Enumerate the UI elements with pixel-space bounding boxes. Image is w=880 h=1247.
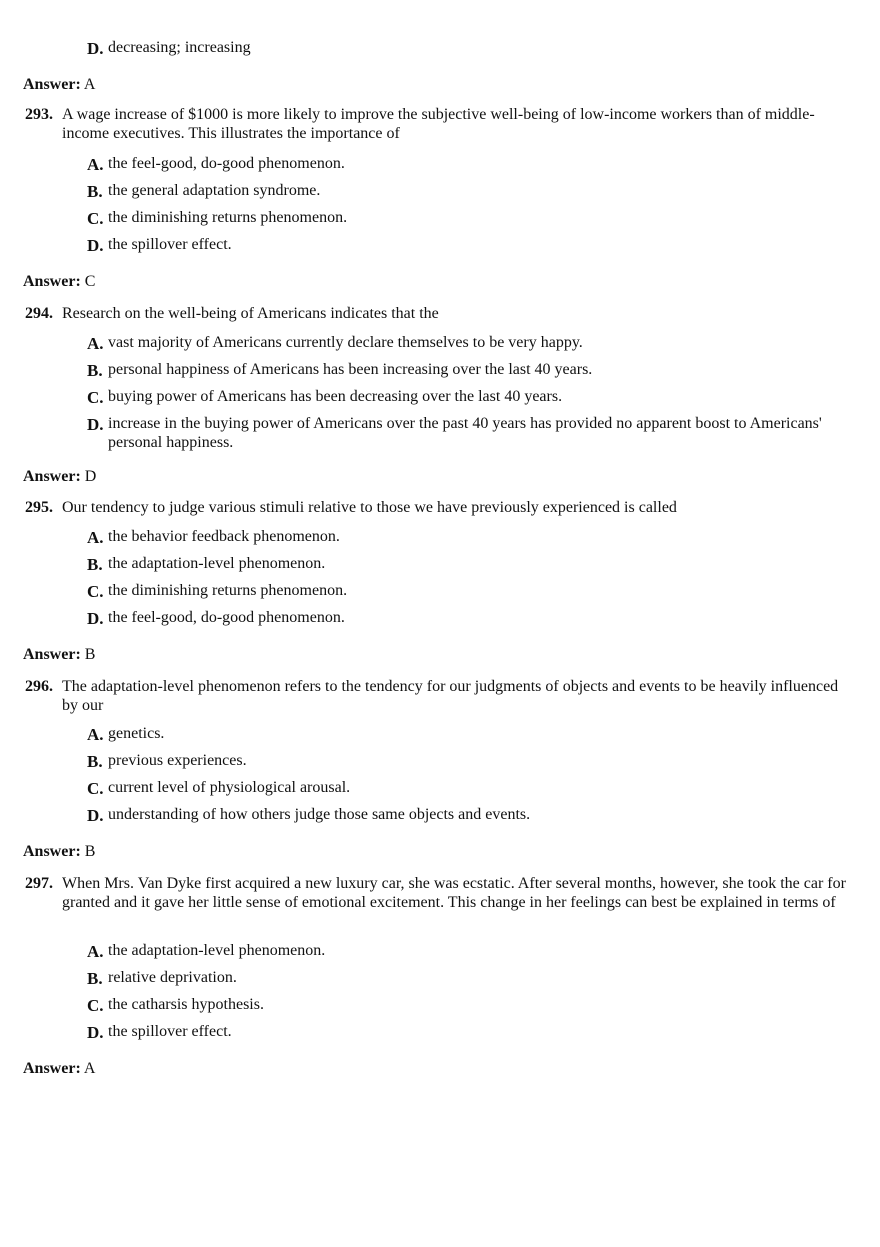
option-item xyxy=(87,554,852,573)
option-letter: A. xyxy=(87,528,104,547)
option-text: previous experiences. xyxy=(108,752,247,769)
option-letter: B. xyxy=(87,752,103,771)
option-item xyxy=(87,608,852,627)
option-item xyxy=(87,414,852,452)
option-text: the behavior feedback phenomenon. xyxy=(108,528,340,545)
option-text: the diminishing returns phenomenon. xyxy=(108,582,348,599)
option-letter: B. xyxy=(87,182,103,201)
question-stem: A wage increase of $1000 is more likely to improve the subjective well-being of low-income workers than of middle-income executives. This illustrates the importance of xyxy=(62,106,815,142)
answer-value: B xyxy=(84,843,96,860)
answer-value: D xyxy=(84,468,97,485)
option-item xyxy=(87,805,852,824)
option-item xyxy=(87,333,852,352)
option-item xyxy=(87,724,852,743)
option-text: personal happiness of Americans has been increasing over the last 40 years. xyxy=(108,361,593,378)
option-text: the adaptation-level phenomenon. xyxy=(108,555,326,572)
option-letter: C. xyxy=(87,779,104,798)
question-stem: Our tendency to judge various stimuli relative to those we have previously experienced is called xyxy=(62,499,677,516)
option-text: current level of physiological arousal. xyxy=(108,779,351,796)
answer-line xyxy=(23,645,95,664)
answer-label: Answer: xyxy=(23,273,81,290)
option-item xyxy=(87,941,852,960)
option-letter: A. xyxy=(87,155,104,174)
answer-line xyxy=(23,1059,95,1078)
option-letter: D. xyxy=(87,39,104,58)
option-letter: D. xyxy=(87,1023,104,1042)
option-text: the diminishing returns phenomenon. xyxy=(108,209,348,226)
option-letter: D. xyxy=(87,609,104,628)
answer-value: A xyxy=(83,76,96,93)
option-item xyxy=(87,581,852,600)
question-stem: Research on the well-being of Americans indicates that the xyxy=(62,305,439,322)
question-number: 293. xyxy=(25,106,53,123)
option-letter: C. xyxy=(87,209,104,228)
option-list xyxy=(87,527,852,627)
option-letter: D. xyxy=(87,236,104,255)
option-item xyxy=(87,968,852,987)
option-list xyxy=(87,941,852,1041)
answer-line xyxy=(23,75,95,94)
option-list xyxy=(87,333,852,452)
option-item xyxy=(87,38,852,57)
option-item xyxy=(87,751,852,770)
question-stem: The adaptation-level phenomenon refers to the tendency for our judgments of objects and events to be heavily influenced by our xyxy=(62,678,839,714)
option-item xyxy=(87,208,852,227)
answer-line xyxy=(23,272,95,291)
option-text: relative deprivation. xyxy=(108,969,237,986)
answer-value: B xyxy=(84,646,96,663)
option-item xyxy=(87,527,852,546)
answer-value: A xyxy=(83,1060,96,1077)
option-text: the general adaptation syndrome. xyxy=(108,182,321,199)
option-text: the feel-good, do-good phenomenon. xyxy=(108,155,345,172)
option-text: the catharsis hypothesis. xyxy=(108,996,264,1013)
option-letter: A. xyxy=(87,942,104,961)
option-item xyxy=(87,235,852,254)
option-text: the spillover effect. xyxy=(108,1023,232,1040)
option-text: vast majority of Americans currently declare themselves to be very happy. xyxy=(108,334,583,351)
option-list xyxy=(87,724,852,824)
option-text: genetics. xyxy=(108,725,165,742)
answer-label: Answer: xyxy=(23,646,81,663)
option-letter: C. xyxy=(87,582,104,601)
option-letter: A. xyxy=(87,334,104,353)
option-letter: C. xyxy=(87,388,104,407)
option-letter: B. xyxy=(87,361,103,380)
option-item xyxy=(87,1022,852,1041)
option-list xyxy=(87,154,852,254)
answer-label: Answer: xyxy=(23,843,81,860)
option-letter: C. xyxy=(87,996,104,1015)
option-letter: B. xyxy=(87,555,103,574)
answer-line xyxy=(23,467,96,486)
option-text: decreasing; increasing xyxy=(108,39,251,56)
option-letter: A. xyxy=(87,725,104,744)
question-number: 295. xyxy=(25,499,53,516)
answer-label: Answer: xyxy=(23,468,81,485)
option-list xyxy=(87,38,852,57)
option-text: the adaptation-level phenomenon. xyxy=(108,942,326,959)
option-text: the spillover effect. xyxy=(108,236,232,253)
option-item xyxy=(87,181,852,200)
answer-label: Answer: xyxy=(23,76,81,93)
option-item xyxy=(87,995,852,1014)
option-letter: D. xyxy=(87,806,104,825)
question-number: 296. xyxy=(25,678,53,695)
answer-line xyxy=(23,842,95,861)
option-item xyxy=(87,154,852,173)
question-stem: When Mrs. Van Dyke first acquired a new luxury car, she was ecstatic. After several months, however, she took the car for granted and it gave her little sense of emotional excitement. This change in her feelings can best be explained in terms of xyxy=(62,875,846,911)
option-item xyxy=(87,387,852,406)
option-letter: D. xyxy=(87,415,104,434)
option-text: buying power of Americans has been decreasing over the last 40 years. xyxy=(108,388,563,405)
option-item xyxy=(87,360,852,379)
option-item xyxy=(87,778,852,797)
option-text: the feel-good, do-good phenomenon. xyxy=(108,609,345,626)
question-number: 294. xyxy=(25,305,53,322)
option-text: increase in the buying power of Americans over the past 40 years has provided no apparent boost to Americans' personal happiness. xyxy=(108,415,822,451)
answer-value: C xyxy=(84,273,96,290)
question-number: 297. xyxy=(25,875,53,892)
answer-label: Answer: xyxy=(23,1060,81,1077)
option-letter: B. xyxy=(87,969,103,988)
option-text: understanding of how others judge those same objects and events. xyxy=(108,806,531,823)
